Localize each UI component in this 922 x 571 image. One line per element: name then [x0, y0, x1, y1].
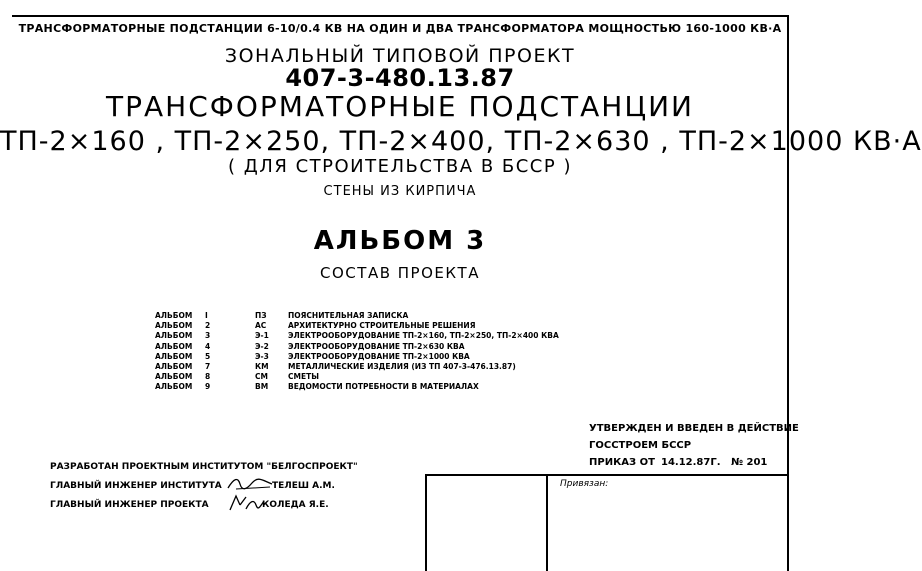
project-engineer-label: ГЛАВНЫЙ ИНЖЕНЕР ПРОЕКТА	[50, 500, 209, 510]
contents-list	[155, 311, 615, 393]
list-item	[155, 352, 615, 362]
list-item	[155, 321, 615, 331]
stamp-divider	[546, 474, 548, 571]
binding-label: Привязан:	[560, 479, 609, 489]
approval-block	[589, 420, 799, 471]
chief-engineer-label: ГЛАВНЫЙ ИНЖЕНЕР ИНСТИТУТА	[50, 481, 222, 491]
album-number: 9	[205, 382, 211, 392]
album-description: ЭЛЕКТРООБОРУДОВАНИЕ ТП-2×160, ТП-2×250, ТП-2×400 КВА	[288, 331, 559, 341]
frame-top-border	[12, 15, 789, 17]
album-word: АЛЬБОМ	[155, 341, 193, 351]
album-word: АЛЬБОМ	[155, 311, 193, 320]
project-title: ТРАНСФОРМАТОРНЫЕ ПОДСТАНЦИИ	[106, 90, 694, 123]
list-item	[155, 311, 615, 321]
album-number: I	[205, 311, 208, 320]
stamp-top-border	[425, 474, 788, 476]
album-number: 2	[205, 321, 211, 331]
album-description: МЕТАЛЛИЧЕСКИЕ ИЗДЕЛИЯ (ИЗ ТП 407-3-476.13.87)	[288, 361, 516, 371]
album-word: АЛЬБОМ	[155, 361, 193, 371]
album-number: 5	[205, 351, 211, 361]
approval-order	[589, 454, 799, 471]
album-code: ВМ	[255, 382, 269, 392]
album-description: АРХИТЕКТУРНО СТРОИТЕЛЬНЫЕ РЕШЕНИЯ	[288, 321, 476, 331]
chief-engineer-row	[50, 481, 420, 491]
developer-line: РАЗРАБОТАН ПРОЕКТНЫМ ИНСТИТУТОМ "БЕЛГОСПРОЕКТ"	[50, 462, 358, 472]
region-note: ( ДЛЯ СТРОИТЕЛЬСТВА В БССР )	[228, 156, 572, 177]
chief-engineer-name: ТЕЛЕШ А.М.	[272, 481, 335, 491]
album-word: АЛЬБОМ	[155, 372, 193, 382]
album-word: АЛЬБОМ	[155, 321, 193, 331]
album-code: АС	[255, 321, 267, 331]
album-number: 4	[205, 341, 211, 351]
project-engineer-name: КОЛЕДА Я.Е.	[262, 500, 329, 510]
album-code: Э-1	[255, 331, 269, 341]
album-description: ЭЛЕКТРООБОРУДОВАНИЕ ТП-2×630 КВА	[288, 341, 465, 351]
album-description: СМЕТЫ	[288, 372, 319, 382]
zonal-project-label: ЗОНАЛЬНЫЙ ТИПОВОЙ ПРОЕКТ	[224, 45, 576, 67]
album-code: КМ	[255, 361, 269, 371]
album-title: АЛЬБОМ 3	[313, 226, 487, 256]
album-number: 7	[205, 361, 211, 371]
album-word: АЛЬБОМ	[155, 331, 193, 341]
project-code: 407-3-480.13.87	[285, 64, 515, 92]
album-description: ВЕДОМОСТИ ПОТРЕБНОСТИ В МАТЕРИАЛАХ	[288, 382, 479, 392]
album-description: ЭЛЕКТРООБОРУДОВАНИЕ ТП-2×1000 КВА	[288, 351, 470, 361]
album-number: 8	[205, 372, 211, 382]
list-item	[155, 342, 615, 352]
list-item	[155, 331, 615, 341]
list-item	[155, 372, 615, 382]
walls-note: СТЕНЫ ИЗ КИРПИЧА	[323, 184, 477, 199]
order-number: № 201	[731, 457, 768, 468]
album-code: СМ	[255, 372, 268, 382]
list-item	[155, 382, 615, 392]
chief-engineer-signature	[226, 475, 274, 493]
contents-heading: СОСТАВ ПРОЕКТА	[320, 264, 480, 282]
project-engineer-row	[50, 500, 420, 510]
stamp-left-border	[425, 474, 427, 571]
substation-types: ТП-2×160 , ТП-2×250, ТП-2×400, ТП-2×630 , ТП-2×1000 КВ·А	[0, 126, 922, 157]
list-item	[155, 362, 615, 372]
order-label: ПРИКАЗ ОТ	[589, 457, 655, 468]
project-engineer-signature	[226, 493, 266, 513]
album-code: ПЗ	[255, 311, 267, 320]
series-header: ТРАНСФОРМАТОРНЫЕ ПОДСТАНЦИИ 6-10/0.4 КВ НА ОДИН И ДВА ТРАНСФОРМАТОРА МОЩНОСТЬЮ 160-1000 КВ·А	[18, 22, 782, 35]
album-description: ПОЯСНИТЕЛЬНАЯ ЗАПИСКА	[288, 311, 409, 320]
album-word: АЛЬБОМ	[155, 382, 193, 392]
album-code: Э-2	[255, 341, 269, 351]
approval-authority: ГОССТРОЕМ БССР	[589, 440, 692, 451]
approval-line: УТВЕРЖДЕН И ВВЕДЕН В ДЕЙСТВИЕ	[589, 423, 799, 434]
order-date: 14.12.87Г.	[661, 457, 721, 468]
album-code: Э-3	[255, 351, 269, 361]
album-number: 3	[205, 331, 211, 341]
album-word: АЛЬБОМ	[155, 351, 193, 361]
